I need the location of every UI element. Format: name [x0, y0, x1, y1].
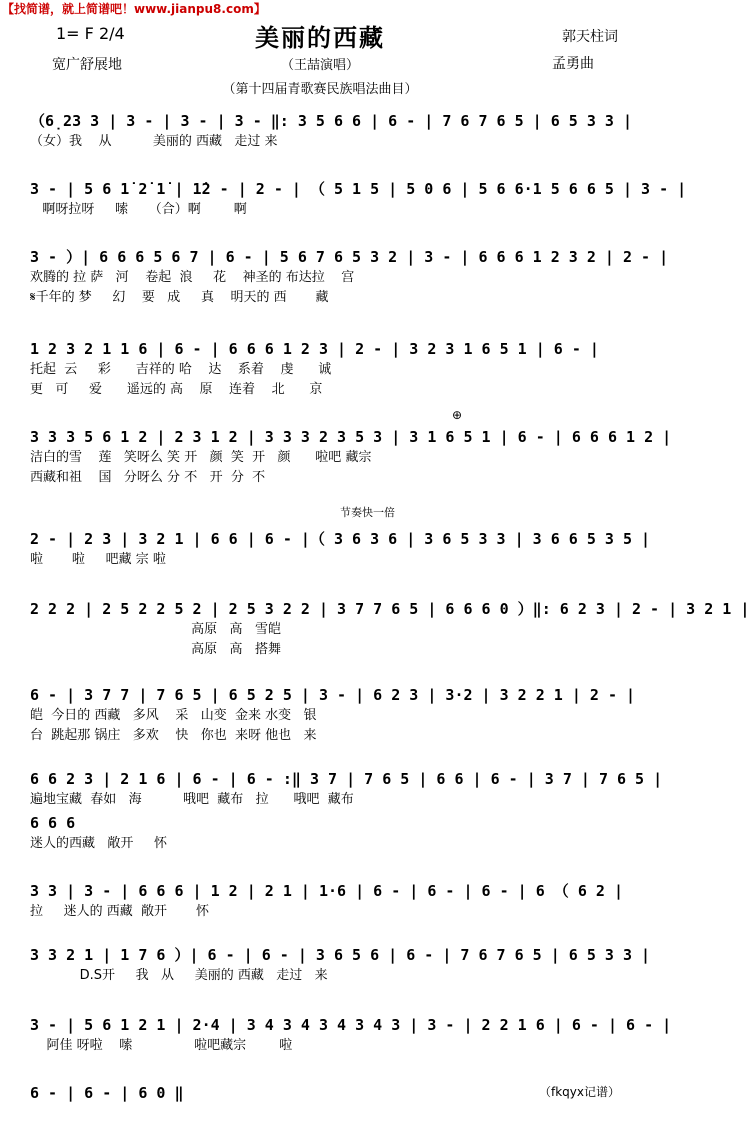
lyric-line: 托起 云 彩 吉祥的 哈 达 系着 虔 诚	[30, 362, 332, 377]
system-10	[30, 812, 630, 854]
system-6	[30, 528, 651, 570]
repertoire-note: （第十四届青歌赛民族唱法曲目）	[222, 82, 418, 97]
tempo-marking: 宽广舒展地	[52, 57, 122, 73]
lyric-line: 迷人的西藏 敞开 怀	[30, 836, 168, 851]
lyric-line: 阿佳 呀啦 嗦 啦吧藏宗 啦	[30, 1038, 293, 1053]
system-9	[30, 768, 663, 810]
song-title: 美丽的西藏	[255, 24, 385, 52]
key-signature: 1= F 2/4	[56, 24, 125, 43]
lyric-line: 𝄋千年的 梦 幻 要 成 真 明天的 西 藏	[30, 290, 329, 305]
lyric-line: D.S开 我 从 美丽的 西藏 走过 来	[30, 968, 328, 983]
notes-line: 2 - | 2 3 | 3 2 1 | 6 6 | 6 - |（ 3 6 3 6 | 3 6 5 3 3 | 3 6 6 5 3 5 |	[30, 530, 651, 548]
lyric-line: 皑 今日的 西藏 多风 采 山变 金来 水变 银	[30, 708, 317, 723]
notes-line: 1 2 3 2 1 1 6 | 6 - | 6 6 6 1 2 3 | 2 - | 3 2 3 1 6 5 1 | 6 - |	[30, 340, 599, 358]
notes-line: 3 3 2 1 | 1 7 6 ）| 6 - | 6 - | 3 6 5 6 | 6 - | 7 6 7 6 5 | 6 5 3 3 |	[30, 946, 651, 964]
system-11	[30, 880, 630, 922]
lyric-line: 欢腾的 拉 萨 河 卷起 浪 花 神圣的 布达拉 宫	[30, 270, 355, 285]
notes-line: 6 - | 3 7 7 | 7 6 5 | 6 5 2 5 | 3 - | 6 2 3 | 3·2 | 3 2 2 1 | 2 - |	[30, 686, 636, 704]
lyricist: 郭天柱词	[562, 29, 618, 45]
lyric-line: 拉 迷人的 西藏 敞开 怀	[30, 904, 209, 919]
system-12	[30, 944, 651, 986]
lyric-line: 高原 高 搭舞	[30, 642, 281, 657]
lyric-line: 啦 啦 吧藏 宗 啦	[30, 552, 166, 567]
system-8	[30, 684, 636, 746]
system-1	[30, 110, 630, 152]
coda-mark: ⊕	[452, 408, 463, 422]
lyric-line: （女）我 从 美丽的 西藏 走过 来	[30, 134, 278, 149]
lyric-line: 高原 高 雪皑	[30, 622, 281, 637]
notes-line: 3 - | 5 6 1 2 1 | 2·4 | 3 4 3 4 3 4 3 4 3 | 3 - | 2 2 1 6 | 6 - | 6 - |	[30, 1016, 672, 1034]
top-link[interactable]: 【找简谱，就上简谱吧！www.jianpu8.com】	[2, 2, 266, 16]
notes-line: 3 - | 5 6 1̇ 2̇ 1̇ | 1̇2 - | 2 - | （ 5 1 5 | 5 0 6 | 5 6 6·1 5 6 6 5 | 3 - |	[30, 180, 687, 198]
system-5	[30, 426, 672, 488]
notes-line: 6 6 6	[30, 814, 76, 832]
notes-line: 3 3 | 3 - | 6 6 6 | 1 2 | 2 1 | 1·6 | 6 - | 6 - | 6 - | 6 （ 6 2 |	[30, 882, 623, 900]
system-4	[30, 338, 630, 400]
notes-line: （6̣23 3 | 3 - | 3 - | 3 - ‖: 3 5 6 6 | 6 - | 7 6 7 6 5 | 6 5 3 3 |	[30, 112, 632, 130]
tempo-change-annotation: 节奏快一倍	[340, 506, 395, 519]
notes-line: 2 2 2 | 2 5 2 2 5 2 | 2 5 3 2 2 | 3 7 7 6 5 | 6 6 6 0 ）‖: 6 2 3 | 2 - | 3 2 1 |	[30, 600, 749, 618]
lyric-line: 啊呀拉呀 嗦 （合）啊 啊	[30, 202, 247, 217]
system-13	[30, 1014, 672, 1056]
system-3	[30, 246, 669, 308]
lyric-line: 台 跳起那 锅庄 多欢 快 你也 来呀 他也 来	[30, 728, 317, 743]
notes-line: 6 6 2 3 | 2 1 6 | 6 - | 6 - :‖ 3 7 | 7 6 5 | 6 6 | 6 - | 3 7 | 7 6 5 |	[30, 770, 663, 788]
lyric-line: 更 可 爱 遥远的 高 原 连着 北 京	[30, 382, 323, 397]
singer-credit: （王喆演唱）	[280, 58, 359, 73]
lyric-line: 西藏和祖 国 分呀么 分 不 开 分 不	[30, 470, 266, 485]
notes-line: 3 3 3 5 6 1 2 | 2 3 1 2 | 3 3 3 2 3 5 3 | 3 1 6 5 1 | 6 - | 6 6 6 1 2 |	[30, 428, 672, 446]
notes-line: 3 - ）| 6 6 6 5 6 7 | 6 - | 5 6 7 6 5 3 2 | 3 - | 6 6 6 1 2 3 2 | 2 - |	[30, 248, 669, 266]
notes-line: 6 - | 6 - | 6 0 ‖	[30, 1084, 184, 1102]
system-7	[30, 598, 749, 660]
composer: 孟勇曲	[552, 56, 594, 72]
lyric-line: 洁白的雪 莲 笑呀么 笑 开 颜 笑 开 颜 啦吧 藏宗	[30, 450, 372, 465]
transcriber-credit: （fkqyx记谱）	[539, 1085, 620, 1099]
lyric-line: 遍地宝藏 春如 海 哦吧 藏布 拉 哦吧 藏布	[30, 792, 354, 807]
system-2	[30, 178, 687, 220]
